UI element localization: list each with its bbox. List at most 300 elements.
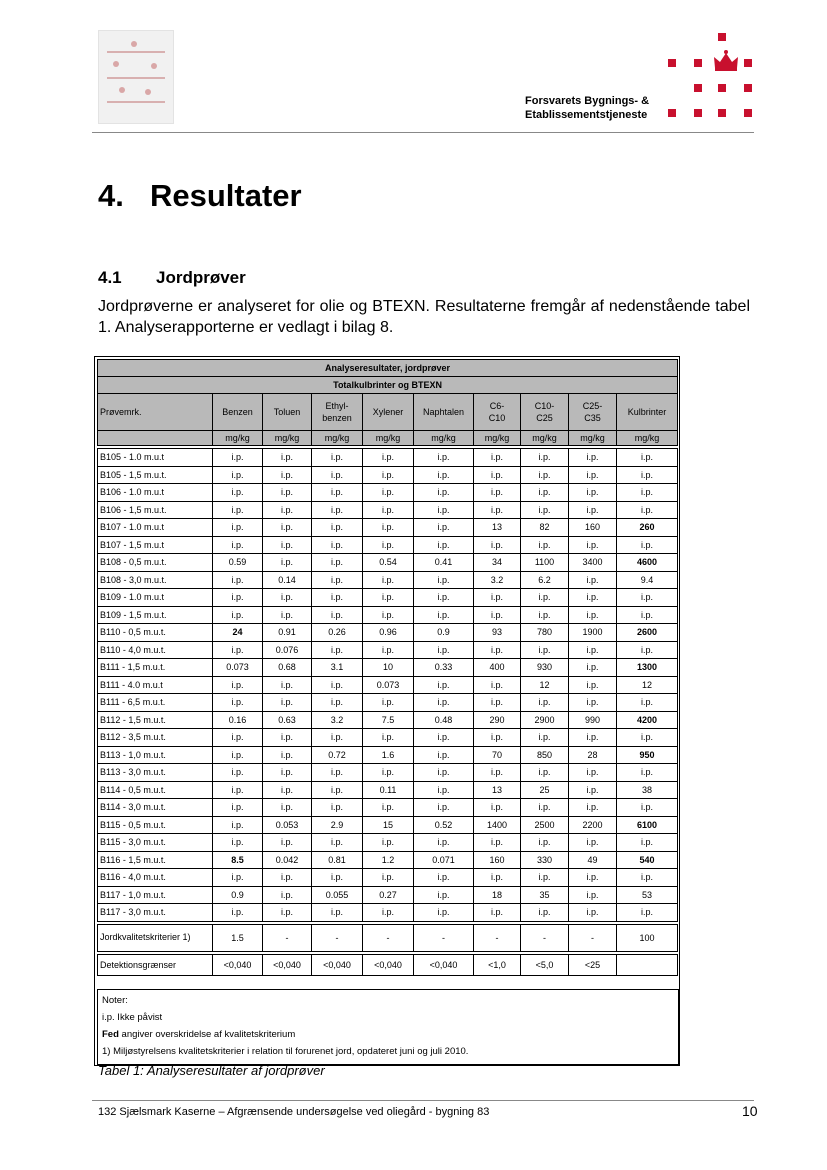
value-cell: i.p. [414,501,474,519]
criteria-row [98,924,678,951]
value-cell: i.p. [617,466,678,484]
value-cell: i.p. [312,484,363,502]
sample-id-cell: B114 - 3,0 m.u.t. [98,799,213,817]
value-cell: i.p. [569,536,617,554]
value-cell: 0.053 [263,816,312,834]
value-cell: i.p. [414,729,474,747]
value-cell: i.p. [521,501,569,519]
value-cell: 12 [617,676,678,694]
value-cell: i.p. [213,484,263,502]
value-cell: 2600 [617,624,678,642]
column-header: C6- C10 [474,394,521,431]
value-cell: 0.63 [263,711,312,729]
value-cell: 0.9 [213,886,263,904]
value-cell: 0.14 [263,571,312,589]
value-cell: i.p. [521,869,569,887]
table-row [98,711,678,729]
unit-cell: mg/kg [213,431,263,446]
sample-id-cell: B112 - 1,5 m.u.t. [98,711,213,729]
detection-label: Detektionsgrænser [98,954,213,975]
value-cell: i.p. [312,799,363,817]
value-cell: i.p. [521,449,569,467]
sample-id-cell: B117 - 3,0 m.u.t. [98,904,213,922]
value-cell: i.p. [569,589,617,607]
value-cell: 0.96 [363,624,414,642]
value-cell: i.p. [474,449,521,467]
value-cell: i.p. [414,764,474,782]
sample-id-cell: B115 - 3,0 m.u.t. [98,834,213,852]
value-cell: 1100 [521,554,569,572]
value-cell: i.p. [213,641,263,659]
value-cell: 34 [474,554,521,572]
value-cell: i.p. [363,519,414,537]
value-cell: i.p. [363,606,414,624]
chapter-heading: 4. Resultater [98,178,302,213]
sample-id-cell: B111 - 6,5 m.u.t. [98,694,213,712]
value-cell: 0.33 [414,659,474,677]
value-cell: i.p. [617,799,678,817]
table-row [98,781,678,799]
value-cell: i.p. [213,676,263,694]
value-cell: 24 [213,624,263,642]
value-cell: 13 [474,519,521,537]
column-header: Toluen [263,394,312,431]
value-cell: i.p. [414,641,474,659]
criteria-value: - [363,924,414,951]
value-cell: i.p. [617,869,678,887]
value-cell: i.p. [363,449,414,467]
value-cell: 35 [521,886,569,904]
table-unit-row [98,431,678,446]
criteria-value: - [263,924,312,951]
value-cell: i.p. [312,536,363,554]
value-cell: 0.042 [263,851,312,869]
table-row [98,729,678,747]
table-row [98,904,678,922]
column-header: Xylener [363,394,414,431]
column-header: Kulbrinter [617,394,678,431]
value-cell: i.p. [521,589,569,607]
value-cell: i.p. [617,484,678,502]
value-cell: 3.2 [312,711,363,729]
value-cell: i.p. [363,501,414,519]
value-cell: i.p. [569,484,617,502]
intro-paragraph: Jordprøverne er analyseret for olie og BTEXN. Resultaterne fremgår af nedenstående tabel 1. Analyserapporterne er vedlagt i bilag 8. [98,298,750,336]
value-cell: i.p. [213,466,263,484]
value-cell: 53 [617,886,678,904]
value-cell: 0.91 [263,624,312,642]
detection-value: <25 [569,954,617,975]
criteria-value: 100 [617,924,678,951]
value-cell: 38 [617,781,678,799]
value-cell: 0.52 [414,816,474,834]
criteria-value: - [414,924,474,951]
table-row [98,659,678,677]
value-cell: i.p. [617,729,678,747]
value-cell: 3.2 [474,571,521,589]
notes-fed: Fed angiver overskridelse af kvalitetskriterium [102,1029,296,1040]
value-cell: i.p. [363,641,414,659]
unit-cell [98,431,213,446]
value-cell: i.p. [521,641,569,659]
criteria-value: - [474,924,521,951]
sample-id-cell: B107 - 1.0 m.u.t [98,519,213,537]
criteria-label: Jordkvalitetskriterier 1) [98,924,213,951]
sample-id-cell: B113 - 1,0 m.u.t. [98,746,213,764]
value-cell: i.p. [414,694,474,712]
value-cell: 290 [474,711,521,729]
value-cell: i.p. [474,606,521,624]
value-cell: i.p. [263,554,312,572]
detection-value: <5,0 [521,954,569,975]
value-cell: i.p. [213,501,263,519]
value-cell: i.p. [263,746,312,764]
value-cell: 2500 [521,816,569,834]
column-header: Naphtalen [414,394,474,431]
value-cell: 930 [521,659,569,677]
value-cell: i.p. [263,799,312,817]
header-rule [92,132,754,133]
value-cell: i.p. [414,799,474,817]
value-cell: 93 [474,624,521,642]
value-cell: i.p. [414,869,474,887]
column-header: C25- C35 [569,394,617,431]
table-row [98,536,678,554]
value-cell: i.p. [213,904,263,922]
table-header-row [98,394,678,431]
sample-id-cell: B111 - 4.0 m.u.t [98,676,213,694]
value-cell: i.p. [521,834,569,852]
value-cell: i.p. [569,659,617,677]
value-cell: i.p. [213,606,263,624]
value-cell: i.p. [569,904,617,922]
table-row [98,501,678,519]
sample-id-cell: B108 - 0,5 m.u.t. [98,554,213,572]
coat-of-arms-logo [98,30,174,124]
sample-id-cell: B111 - 1,5 m.u.t. [98,659,213,677]
value-cell: i.p. [474,676,521,694]
value-cell: i.p. [312,781,363,799]
table-row [98,746,678,764]
value-cell: i.p. [213,781,263,799]
column-header: Benzen [213,394,263,431]
value-cell: i.p. [414,676,474,694]
value-cell: i.p. [263,869,312,887]
unit-cell: mg/kg [617,431,678,446]
value-cell: i.p. [363,904,414,922]
detection-value: <0,040 [363,954,414,975]
value-cell: i.p. [312,904,363,922]
criteria-value: 1.5 [213,924,263,951]
sample-id-cell: B109 - 1.0 m.u.t [98,589,213,607]
value-cell: 10 [363,659,414,677]
value-cell: 7.5 [363,711,414,729]
value-cell: i.p. [414,449,474,467]
results-table-frame [94,356,680,1066]
sample-id-cell: B114 - 0,5 m.u.t. [98,781,213,799]
value-cell: i.p. [213,449,263,467]
value-cell: 2.9 [312,816,363,834]
value-cell: i.p. [312,834,363,852]
value-cell: 950 [617,746,678,764]
value-cell: i.p. [363,466,414,484]
value-cell: 850 [521,746,569,764]
notes-ip: i.p. Ikke påvist [102,1012,163,1023]
value-cell: 2200 [569,816,617,834]
value-cell: i.p. [213,519,263,537]
sample-id-cell: B110 - 4,0 m.u.t. [98,641,213,659]
value-cell: i.p. [617,606,678,624]
value-cell: 49 [569,851,617,869]
value-cell: 18 [474,886,521,904]
value-cell: 0.076 [263,641,312,659]
table-title: Totalkulbrinter og BTEXN [98,377,678,394]
value-cell: 160 [569,519,617,537]
value-cell: i.p. [263,484,312,502]
value-cell: i.p. [521,799,569,817]
value-cell: 6.2 [521,571,569,589]
value-cell: 0.11 [363,781,414,799]
detection-value: <0,040 [213,954,263,975]
value-cell: i.p. [521,694,569,712]
value-cell: 0.073 [213,659,263,677]
value-cell: i.p. [569,449,617,467]
detection-value: <0,040 [263,954,312,975]
table-title: Analyseresultater, jordprøver [98,360,678,377]
value-cell: i.p. [569,694,617,712]
value-cell: 0.073 [363,676,414,694]
section-heading: 4.1 Jordprøver [98,268,246,287]
value-cell: 6100 [617,816,678,834]
value-cell: i.p. [213,571,263,589]
value-cell: i.p. [474,694,521,712]
table-row [98,869,678,887]
value-cell: 1900 [569,624,617,642]
table-row [98,694,678,712]
value-cell: 82 [521,519,569,537]
value-cell: i.p. [263,886,312,904]
value-cell: i.p. [569,886,617,904]
value-cell: i.p. [414,571,474,589]
value-cell: 0.41 [414,554,474,572]
criteria-value: - [569,924,617,951]
detection-value: <1,0 [474,954,521,975]
unit-cell: mg/kg [263,431,312,446]
value-cell: i.p. [569,641,617,659]
unit-cell: mg/kg [363,431,414,446]
footer-text: 132 Sjælsmark Kaserne – Afgrænsende undersøgelse ved oliegård - bygning 83 [98,1106,490,1118]
value-cell: i.p. [617,641,678,659]
value-cell: 25 [521,781,569,799]
table-row [98,606,678,624]
value-cell: i.p. [363,536,414,554]
value-cell: 1400 [474,816,521,834]
value-cell: i.p. [569,501,617,519]
crown-icon [712,50,740,72]
sample-id-cell: B115 - 0,5 m.u.t. [98,816,213,834]
detection-value [617,954,678,975]
value-cell: i.p. [521,606,569,624]
value-cell: 13 [474,781,521,799]
sample-id-cell: B108 - 3,0 m.u.t. [98,571,213,589]
value-cell: i.p. [474,869,521,887]
value-cell: i.p. [213,799,263,817]
value-cell: 0.9 [414,624,474,642]
value-cell: i.p. [474,466,521,484]
value-cell: i.p. [263,676,312,694]
value-cell: 540 [617,851,678,869]
value-cell: 15 [363,816,414,834]
criteria-value: - [312,924,363,951]
value-cell: i.p. [617,834,678,852]
footer-rule [92,1100,754,1101]
table-row [98,571,678,589]
value-cell: i.p. [474,536,521,554]
table-row [98,466,678,484]
value-cell: i.p. [617,589,678,607]
value-cell: i.p. [263,536,312,554]
value-cell: i.p. [312,764,363,782]
value-cell: i.p. [521,484,569,502]
column-header: Prøvemrk. [98,394,213,431]
value-cell: 0.59 [213,554,263,572]
value-cell: 4600 [617,554,678,572]
value-cell: i.p. [263,589,312,607]
value-cell: i.p. [617,449,678,467]
value-cell: 28 [569,746,617,764]
value-cell: 3.1 [312,659,363,677]
unit-cell: mg/kg [521,431,569,446]
table-row [98,799,678,817]
value-cell: i.p. [312,571,363,589]
value-cell: i.p. [263,781,312,799]
unit-cell: mg/kg [569,431,617,446]
value-cell: i.p. [474,484,521,502]
value-cell: i.p. [312,869,363,887]
value-cell: i.p. [363,764,414,782]
sample-id-cell: B107 - 1,5 m.u.t [98,536,213,554]
value-cell: 0.81 [312,851,363,869]
value-cell: i.p. [263,449,312,467]
value-cell: i.p. [414,781,474,799]
criteria-value: - [521,924,569,951]
unit-cell: mg/kg [414,431,474,446]
value-cell: 0.54 [363,554,414,572]
detection-row [98,954,678,975]
value-cell: i.p. [474,834,521,852]
value-cell: 0.27 [363,886,414,904]
detection-value: <0,040 [414,954,474,975]
value-cell: i.p. [569,729,617,747]
value-cell: i.p. [474,589,521,607]
value-cell: 0.071 [414,851,474,869]
value-cell: i.p. [363,834,414,852]
value-cell: i.p. [474,904,521,922]
value-cell: i.p. [312,606,363,624]
value-cell: 160 [474,851,521,869]
agency-name: Forsvarets Bygnings- & Etablissementstjeneste [525,95,650,121]
value-cell: 780 [521,624,569,642]
value-cell: i.p. [414,746,474,764]
value-cell: i.p. [569,799,617,817]
table-notes [97,989,679,1065]
value-cell: i.p. [213,764,263,782]
value-cell: i.p. [213,729,263,747]
value-cell: i.p. [569,781,617,799]
notes-title: Noter: [102,995,128,1006]
sample-id-cell: B116 - 4,0 m.u.t. [98,869,213,887]
value-cell: i.p. [474,764,521,782]
value-cell: i.p. [312,501,363,519]
value-cell: 2900 [521,711,569,729]
value-cell: i.p. [263,729,312,747]
value-cell: 0.16 [213,711,263,729]
value-cell: i.p. [521,466,569,484]
value-cell: i.p. [213,834,263,852]
value-cell: 0.26 [312,624,363,642]
notes-reference: 1) Miljøstyrelsens kvalitetskriterier i relation til forurenet jord, opdateret juni og juli 2010. [102,1046,469,1057]
value-cell: i.p. [474,729,521,747]
value-cell: i.p. [363,799,414,817]
table-row [98,484,678,502]
unit-cell: mg/kg [312,431,363,446]
value-cell: i.p. [617,694,678,712]
value-cell: i.p. [617,904,678,922]
value-cell: i.p. [569,571,617,589]
sample-id-cell: B109 - 1,5 m.u.t. [98,606,213,624]
value-cell: i.p. [569,606,617,624]
column-header: C10- C25 [521,394,569,431]
value-cell: i.p. [263,694,312,712]
sample-id-cell: B105 - 1,5 m.u.t. [98,466,213,484]
value-cell: i.p. [213,536,263,554]
value-cell: i.p. [213,869,263,887]
value-cell: i.p. [263,764,312,782]
table-row [98,589,678,607]
value-cell: i.p. [213,694,263,712]
value-cell: i.p. [569,466,617,484]
column-header: Ethyl- benzen [312,394,363,431]
value-cell: 1.2 [363,851,414,869]
table-row [98,449,678,467]
sample-id-cell: B113 - 3,0 m.u.t. [98,764,213,782]
value-cell: i.p. [263,466,312,484]
value-cell: 260 [617,519,678,537]
detection-value: <0,040 [312,954,363,975]
sample-id-cell: B106 - 1,5 m.u.t. [98,501,213,519]
value-cell: i.p. [414,834,474,852]
table-title-row [98,360,678,377]
value-cell: i.p. [213,816,263,834]
table-row [98,851,678,869]
value-cell: i.p. [263,501,312,519]
unit-cell: mg/kg [474,431,521,446]
value-cell: 0.055 [312,886,363,904]
value-cell: i.p. [617,536,678,554]
value-cell: i.p. [263,606,312,624]
value-cell: i.p. [521,536,569,554]
value-cell: i.p. [213,746,263,764]
value-cell: i.p. [312,641,363,659]
value-cell: 8.5 [213,851,263,869]
value-cell: 330 [521,851,569,869]
value-cell: i.p. [312,519,363,537]
value-cell: 0.72 [312,746,363,764]
value-cell: 4200 [617,711,678,729]
value-cell: 3400 [569,554,617,572]
value-cell: 0.68 [263,659,312,677]
value-cell: i.p. [569,676,617,694]
